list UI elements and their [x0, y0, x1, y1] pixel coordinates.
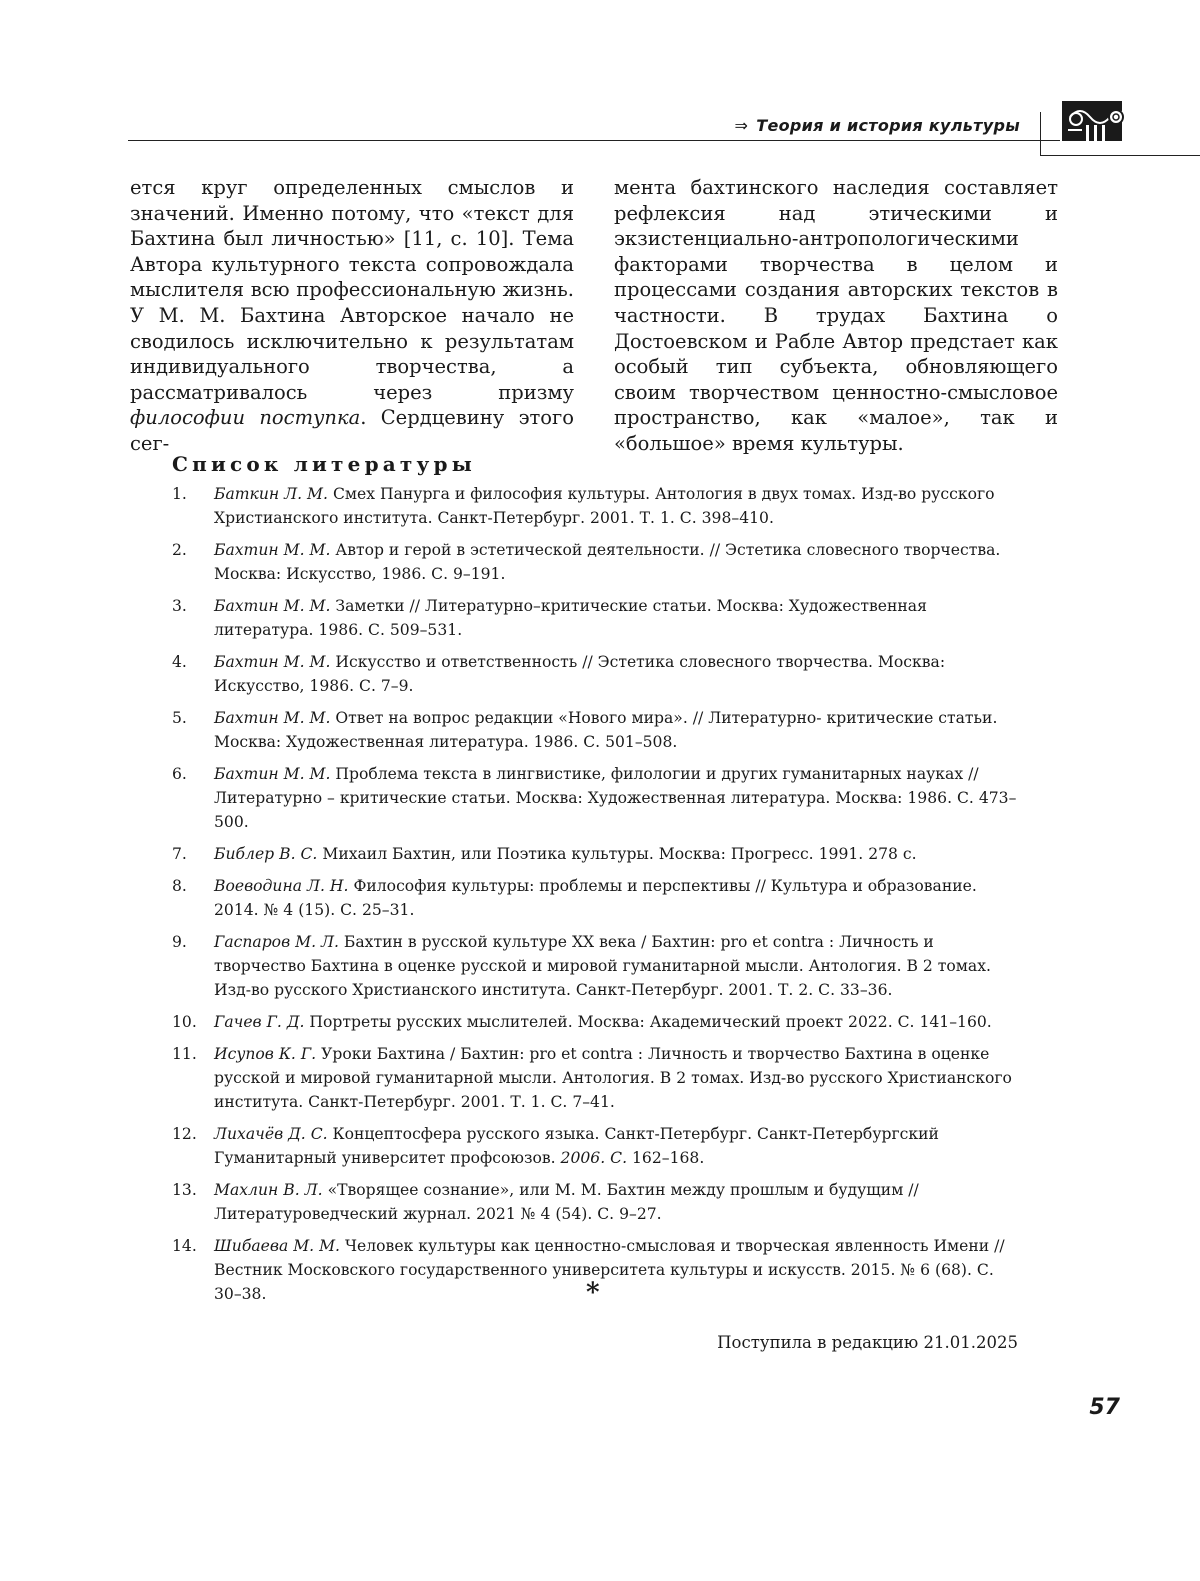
body-text: ется круг определенных смыслов и значений. Именно потому, что «текст для Бахтина был личностью» [11, с. 10]. Тема Автора культурного текста сопровождала мыслителя всю профессиональную жизнь. У М. М. Бахтина Авторское начало не сводилось исключительно к результатам индивидуального творчества, а рассматривалось через призму — [130, 176, 574, 404]
section-title: Теория и история культуры — [756, 116, 1020, 135]
header-rule — [128, 140, 1060, 141]
emphasis-text: философии поступка — [130, 406, 361, 430]
reference-item — [172, 930, 1020, 1002]
body-column-right — [614, 175, 1058, 457]
section-separator: * — [586, 1278, 600, 1308]
reference-item — [172, 842, 1020, 866]
reference-text: Заметки // Литературно–критические статьи. Москва: Художественная литература. 1986. С. 509–531. — [214, 597, 927, 639]
reference-text: Уроки Бахтина / Бахтин: pro et contra : Личность и творчество Бахтина в оценке русской и мировой гуманитарной мысли. Антология. В 2 томах. Изд-во русского Христианского института. Санкт-Петербург. 2001. Т. 1. С. 7–41. — [214, 1045, 1012, 1111]
reference-text: Автор и герой в эстетической деятельности. // Эстетика словесного творчества. Москва: Искусство, 1986. С. 9–191. — [214, 541, 1001, 583]
reference-item — [172, 650, 1020, 698]
reference-number: 1. — [172, 485, 187, 503]
references-list — [172, 482, 1020, 1314]
reference-author: Бахтин М. М. — [214, 709, 331, 727]
reference-number: 2. — [172, 541, 187, 559]
page-number: 57 — [1089, 1395, 1120, 1420]
body-column-left — [130, 175, 574, 457]
reference-author: Гаспаров М. Л. — [214, 933, 339, 951]
reference-number: 8. — [172, 877, 187, 895]
reference-item — [172, 762, 1020, 834]
reference-item — [172, 874, 1020, 922]
reference-text: Бахтин в русской культуре XX века / Бахтин: pro et contra : Личность и творчество Бахтина в оценке русской и мировой гуманитарной мысли. Антология. В 2 томах. Изд-во русского Христианского института. Санкт-Петербург. 2001. Т. 2. С. 33–36. — [214, 933, 991, 999]
received-date: Поступила в редакцию 21.01.2025 — [717, 1333, 1018, 1352]
reference-item — [172, 482, 1020, 530]
reference-number: 12. — [172, 1125, 197, 1143]
reference-text: Концептосфера русского языка. Санкт-Петербург. Санкт-Петербургский Гуманитарный университет профсоюзов. — [214, 1125, 939, 1167]
reference-number: 9. — [172, 933, 187, 951]
reference-italic-text: 2006. С. — [560, 1149, 628, 1167]
header-rule-right — [1040, 155, 1200, 156]
header-rule-vertical — [1040, 112, 1041, 156]
reference-item — [172, 1122, 1020, 1170]
paragraph — [130, 175, 574, 457]
reference-number: 11. — [172, 1045, 197, 1063]
reference-number: 4. — [172, 653, 187, 671]
reference-text: Михаил Бахтин, или Поэтика культуры. Москва: Прогресс. 1991. 278 с. — [317, 845, 917, 863]
reference-author: Исупов К. Г. — [214, 1045, 317, 1063]
paragraph: мента бахтинского наследия составляет рефлексия над этическими и экзистенциально-антропологическими факторами творчества в целом и процессами создания авторских текстов в частности. В трудах Бахтина о Достоевском и Рабле Автор предстает как особый тип субъекта, обновляющего своим творчеством ценностно-смысловое пространство, как «малое», так и «большое» время культуры. — [614, 176, 1058, 455]
reference-text: Искусство и ответственность // Эстетика словесного творчества. Москва: Искусство, 1986. С. 7–9. — [214, 653, 946, 695]
reference-item — [172, 1042, 1020, 1114]
body-text: . Сердцевину этого сег- — [130, 406, 574, 455]
column-capital-logo-icon — [1060, 95, 1132, 145]
reference-author: Бахтин М. М. — [214, 541, 331, 559]
reference-number: 7. — [172, 845, 187, 863]
reference-item — [172, 706, 1020, 754]
reference-author: Библер В. С. — [214, 845, 318, 863]
reference-text: Философия культуры: проблемы и перспективы // Культура и образование. 2014. № 4 (15). С. 25–31. — [214, 877, 977, 919]
reference-author: Шибаева М. М. — [214, 1237, 341, 1255]
reference-author: Воеводина Л. Н. — [214, 877, 349, 895]
reference-author: Гачев Г. Д. — [214, 1013, 305, 1031]
reference-text-tail: 162–168. — [627, 1149, 705, 1167]
arrow-icon: ⇒ — [734, 116, 749, 135]
reference-item — [172, 1010, 1020, 1034]
reference-item — [172, 1178, 1020, 1226]
reference-author: Бахтин М. М. — [214, 597, 331, 615]
reference-author: Баткин Л. М. — [214, 485, 328, 503]
reference-number: 10. — [172, 1013, 197, 1031]
reference-number: 13. — [172, 1181, 197, 1199]
reference-text: Ответ на вопрос редакции «Нового мира». // Литературно- критические статьи. Москва: Художественная литература. 1986. С. 501–508. — [214, 709, 998, 751]
reference-text: Смех Панурга и философия культуры. Антология в двух томах. Изд-во русского Христианского института. Санкт-Петербург. 2001. Т. 1. С. 398–410. — [214, 485, 995, 527]
reference-author: Бахтин М. М. — [214, 653, 331, 671]
reference-text: Проблема текста в лингвистике, филологии и других гуманитарных науках // Литературно – критические статьи. Москва: Художественная литература. Москва: 1986. С. 473–500. — [214, 765, 1017, 831]
reference-number: 5. — [172, 709, 187, 727]
reference-text: Человек культуры как ценностно-смысловая и творческая явленность Имени // Вестник Московского государственного университета культуры и искусств. 2015. № 6 (68). С. 30–38. — [214, 1237, 1005, 1303]
references-heading: Список литературы — [172, 452, 476, 476]
reference-number: 14. — [172, 1237, 197, 1255]
reference-author: Махлин В. Л. — [214, 1181, 323, 1199]
reference-item — [172, 538, 1020, 586]
reference-author: Бахтин М. М. — [214, 765, 331, 783]
reference-number: 3. — [172, 597, 187, 615]
reference-text: Портреты русских мыслителей. Москва: Академический проект 2022. С. 141–160. — [304, 1013, 992, 1031]
reference-author: Лихачёв Д. С. — [214, 1125, 328, 1143]
reference-number: 6. — [172, 765, 187, 783]
running-header-title — [735, 116, 1020, 135]
reference-text: «Творящее сознание», или М. М. Бахтин между прошлым и будущим // Литературоведческий журнал. 2021 № 4 (54). С. 9–27. — [214, 1181, 919, 1223]
reference-item — [172, 594, 1020, 642]
